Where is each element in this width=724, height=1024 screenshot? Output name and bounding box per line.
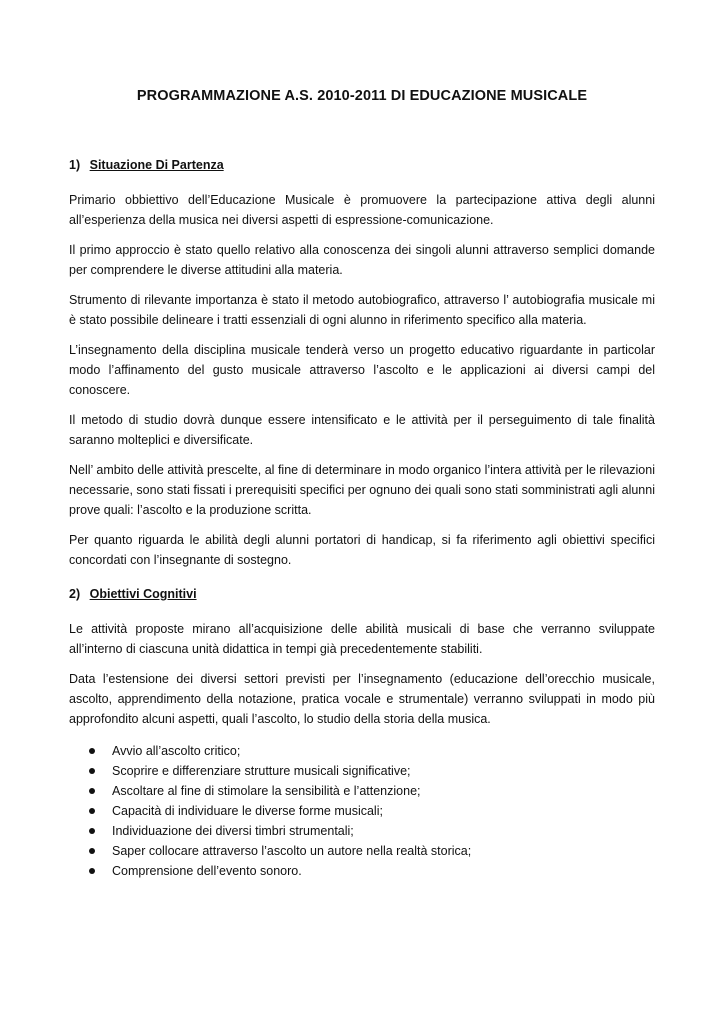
section-2-number: 2) <box>69 587 81 601</box>
list-item <box>69 861 655 881</box>
list-item-text: Capacità di individuare le diverse forme musicali; <box>112 804 383 818</box>
section-2-title: Obiettivi Cognitivi <box>89 587 197 601</box>
list-item <box>69 841 655 861</box>
list-item <box>69 801 655 821</box>
bullet-icon <box>89 748 95 754</box>
list-item-text: Individuazione dei diversi timbri strumentali; <box>112 824 354 838</box>
list-item-text: Ascoltare al fine di stimolare la sensibilità e l’attenzione; <box>112 784 421 798</box>
bullet-icon <box>89 848 95 854</box>
list-item-text: Scoprire e differenziare strutture musicali significative; <box>112 764 411 778</box>
paragraph: Le attività proposte mirano all’acquisizione delle abilità musicali di base che verranno sviluppate all’interno di ciascuna unità didattica in tempi già precedentemente stabiliti. <box>69 622 655 656</box>
paragraph: Strumento di rilevante importanza è stato il metodo autobiografico, attraverso l’ autobiografia musicale mi è stato possibile delineare i tratti essenziali di ogni alunno in riferimento specifico alla materia. <box>69 293 655 327</box>
list-item-text: Saper collocare attraverso l’ascolto un autore nella realtà storica; <box>112 844 472 858</box>
bullet-icon <box>89 808 95 814</box>
section-1-heading <box>69 156 655 174</box>
section-1-number: 1) <box>69 158 81 172</box>
section-2-heading <box>69 585 655 603</box>
section-obiettivi-cognitivi <box>69 585 655 881</box>
document-title: PROGRAMMAZIONE A.S. 2010-2011 DI EDUCAZIONE MUSICALE <box>136 88 588 104</box>
bullet-icon <box>89 868 95 874</box>
paragraph: Nell’ ambito delle attività prescelte, al fine di determinare in modo organico l’intera attività per le rilevazioni necessarie, sono stati fissati i prerequisiti specifici per ognuno dei quali sono stati somministrati agli alunni prove quali: l’ascolto e la produzione scritta. <box>69 463 655 517</box>
list-item-text: Comprensione dell’evento sonoro. <box>112 864 302 878</box>
section-situazione-di-partenza <box>69 156 655 580</box>
list-item <box>69 821 655 841</box>
paragraph: Il primo approccio è stato quello relativo alla conoscenza dei singoli alunni attraverso semplici domande per comprendere le diverse attitudini alla materia. <box>69 243 655 277</box>
section-1-title: Situazione Di Partenza <box>89 158 224 172</box>
paragraph: Il metodo di studio dovrà dunque essere intensificato e le attività per il perseguimento di tale finalità saranno molteplici e diversificate. <box>69 413 655 447</box>
list-item <box>69 761 655 781</box>
paragraph: Data l’estensione dei diversi settori previsti per l’insegnamento (educazione dell’orecchio musicale, ascolto, apprendimento della notazione, pratica vocale e strumentale) verranno sviluppati in modo più approfondito alcuni aspetti, quali l’ascolto, lo studio della storia della musica. <box>69 672 655 726</box>
objectives-list <box>69 741 655 881</box>
paragraph: L’insegnamento della disciplina musicale tenderà verso un progetto educativo riguardante in particolar modo l’affinamento del gusto musicale attraverso l’ascolto e le applicazioni ai diversi campi del conoscere. <box>69 343 655 397</box>
paragraph: Per quanto riguarda le abilità degli alunni portatori di handicap, si fa riferimento agli obiettivi specifici concordati con l’insegnante di sostegno. <box>69 533 655 567</box>
list-item-text: Avvio all’ascolto critico; <box>112 744 241 758</box>
list-item <box>69 781 655 801</box>
bullet-icon <box>89 768 95 774</box>
bullet-icon <box>89 788 95 794</box>
paragraph: Primario obbiettivo dell’Educazione Musicale è promuovere la partecipazione attiva degli alunni all’esperienza della musica nei diversi aspetti di espressione-comunicazione. <box>69 193 655 227</box>
list-item <box>69 741 655 761</box>
bullet-icon <box>89 828 95 834</box>
